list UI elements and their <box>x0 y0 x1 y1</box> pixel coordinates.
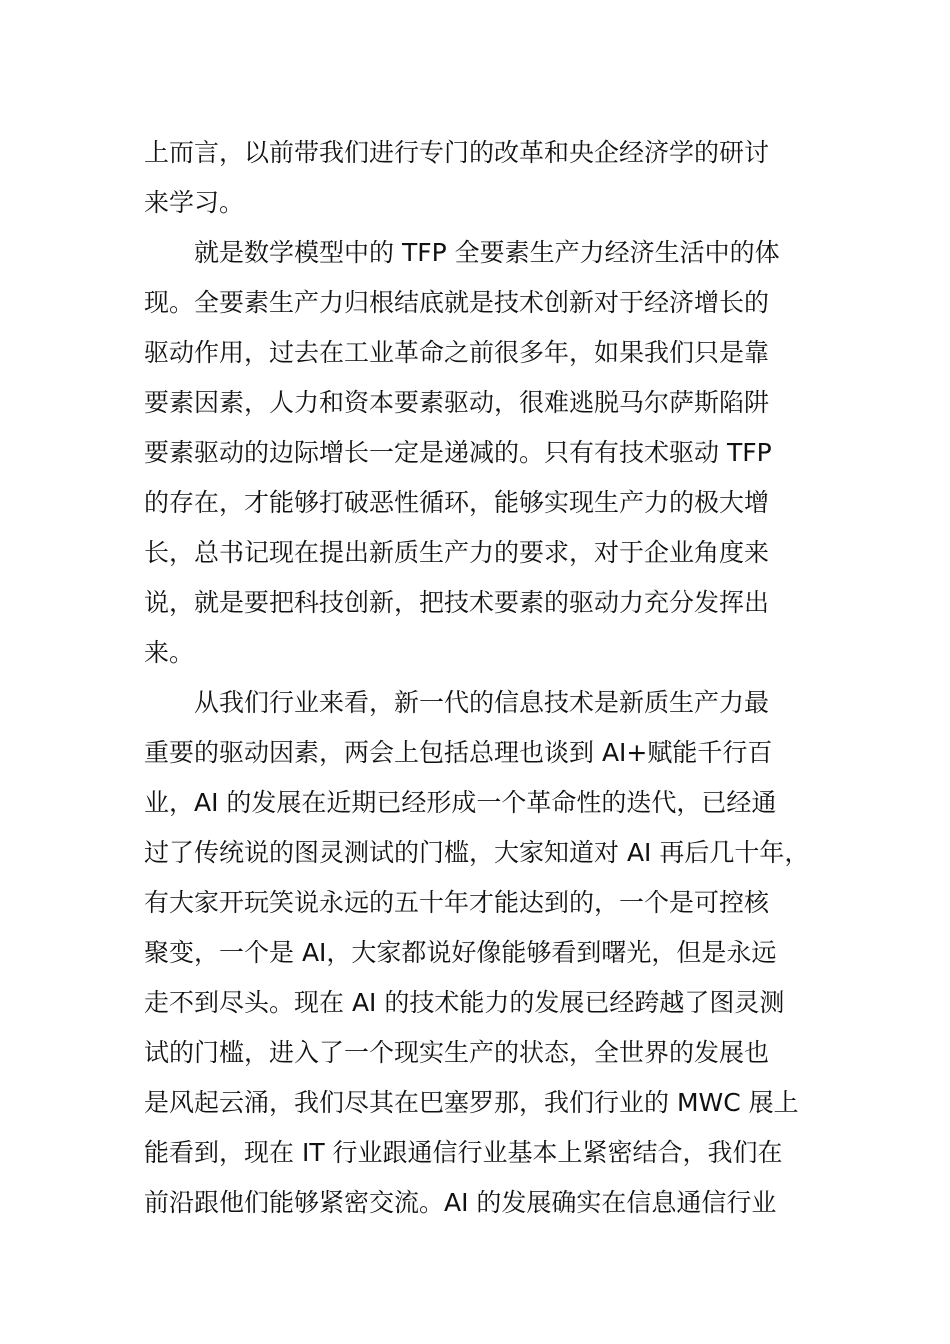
text-line: 是风起云涌，我们尽其在巴塞罗那，我们行业的 MWC 展上 <box>144 1088 799 1117</box>
text-line: 重要的驱动因素，两会上包括总理也谈到 AI+赋能千行百 <box>144 738 773 767</box>
paragraph-start-line: 从我们行业来看，新一代的信息技术是新质生产力最 <box>194 688 770 717</box>
text-line: 驱动作用，过去在工业革命之前很多年，如果我们只是靠 <box>144 338 770 367</box>
text-line: 说，就是要把科技创新，把技术要素的驱动力充分发挥出 <box>144 588 770 617</box>
text-line: 要素驱动的边际增长一定是递减的。只有有技术驱动 TFP <box>144 438 772 467</box>
text-line: 试的门槛，进入了一个现实生产的状态，全世界的发展也 <box>144 1038 770 1067</box>
text-line: 过了传统说的图灵测试的门槛，大家知道对 AI 再后几十年， <box>144 838 810 867</box>
text-line: 有大家开玩笑说永远的五十年才能达到的，一个是可控核 <box>144 888 770 917</box>
text-line: 走不到尽头。现在 AI 的技术能力的发展已经跨越了图灵测 <box>144 988 785 1017</box>
text-line: 现。全要素生产力归根结底就是技术创新对于经济增长的 <box>144 288 770 317</box>
text-line: 长，总书记现在提出新质生产力的要求，对于企业角度来 <box>144 538 770 567</box>
text-line: 前沿跟他们能够紧密交流。AI 的发展确实在信息通信行业 <box>144 1188 777 1217</box>
text-line: 来。 <box>144 638 195 667</box>
text-line: 上而言，以前带我们进行专门的改革和央企经济学的研讨 <box>144 138 770 167</box>
text-line: 的存在，才能够打破恶性循环，能够实现生产力的极大增 <box>144 488 770 517</box>
text-line: 来学习。 <box>144 188 245 217</box>
paragraph-start-line: 就是数学模型中的 TFP 全要素生产力经济生活中的体 <box>194 238 780 267</box>
body-text <box>144 128 834 1228</box>
text-line: 要素因素，人力和资本要素驱动，很难逃脱马尔萨斯陷阱 <box>144 388 770 417</box>
text-line: 能看到，现在 IT 行业跟通信行业基本上紧密结合，我们在 <box>144 1138 783 1167</box>
text-line: 聚变，一个是 AI，大家都说好像能够看到曙光，但是永远 <box>144 938 777 967</box>
text-line: 业，AI 的发展在近期已经形成一个革命性的迭代，已经通 <box>144 788 777 817</box>
